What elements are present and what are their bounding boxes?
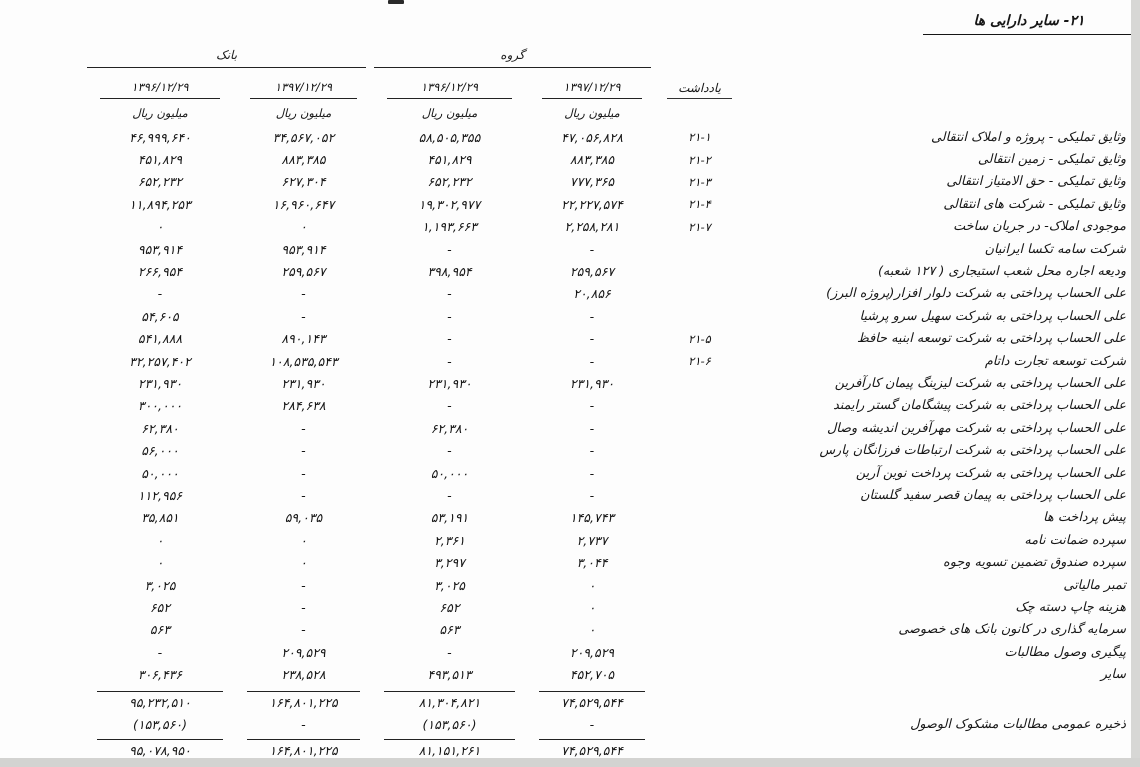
row-label: علی الحساب پرداختی به شرکت سهیل سرو پرشیا [859, 308, 1126, 324]
row-label: موجودی املاک- در جریان ساخت [953, 219, 1126, 235]
note-ref: ۲۱-۳ [688, 174, 711, 189]
bank-1397-value: - [301, 465, 306, 481]
group-1397-value: ۲۳۱,۹۳۰ [569, 375, 615, 391]
group-1397-value: ۲۲,۲۲۷,۵۷۴ [561, 196, 623, 212]
bank-1397-value: - [301, 420, 306, 436]
group-1397-value: ۲,۷۳۷ [576, 532, 608, 548]
bank-1397-provision: - [301, 716, 306, 732]
row-label: سایر [1100, 667, 1126, 683]
group-1396-value: ۳,۰۲۵ [434, 577, 465, 593]
row-label: شرکت سامه تکسا ایرانیان [984, 241, 1126, 257]
bank-1396-value: ۰ [156, 532, 164, 548]
date-label: ۱۳۹۷/۱۲/۲۹ [542, 80, 642, 99]
table-row [85, 551, 1134, 573]
group-1396-value: ۵۸,۵۰۵,۳۵۵ [418, 129, 481, 145]
bank-1397-value: ۰ [300, 555, 307, 571]
bank-1397-value: - [301, 622, 306, 638]
table-row [85, 238, 1134, 260]
group-1396-value: - [447, 353, 452, 369]
bank-1397-value: ۵۹,۰۳۵ [284, 510, 323, 526]
group-1397-value: ۰ [588, 577, 596, 593]
bank-1396-value: ۲۳۱,۹۳۰ [137, 375, 183, 391]
table-row [85, 372, 1134, 394]
row-label: هزینه چاپ دسته چک [1015, 599, 1126, 615]
group-1396-value: ۴۹۳,۵۱۳ [427, 667, 472, 683]
bank-1396-subtotal: ۹۵,۲۳۲,۵۱۰ [85, 691, 235, 710]
group-1396-total: ۸۱,۱۵۱,۲۶۱ [372, 739, 527, 764]
group-1397-value: - [589, 420, 595, 436]
group-1397-value: ۲۰,۸۵۶ [573, 286, 611, 302]
bank-1396-value: ۱۱۲,۹۵۶ [137, 487, 183, 503]
note-ref: ۲۱-۷ [688, 219, 711, 234]
column-group-header-row [85, 44, 1134, 68]
group-1396-value: ۵۰,۰۰۰ [430, 465, 469, 481]
group-1397-value: ۸۸۳,۳۸۵ [569, 152, 615, 168]
bank-1396-value: ۳,۰۲۵ [144, 577, 176, 593]
group-1396-value: ۱۹,۳۰۲,۹۷۷ [418, 196, 481, 212]
table-body [85, 126, 1134, 686]
bank-1396-value: ۵۴۱,۸۸۸ [137, 331, 183, 347]
subtotal-row [85, 686, 1134, 710]
bank-1397-total: ۱۶۴,۸۰۱,۲۲۵ [235, 739, 372, 764]
group-1397-value: ۷۷۷,۳۶۵ [569, 174, 615, 190]
table-row [85, 462, 1134, 484]
bank-1396-value: ۵۶۳ [149, 622, 171, 638]
provision-label: ذخیره عمومی مطالبات مشکوک الوصول [910, 716, 1126, 732]
bank-1396-value: ۶۵۲ [149, 599, 171, 615]
bank-1396-value: ۳۵,۸۵۱ [141, 510, 179, 526]
bank-1397-date-header [235, 80, 372, 99]
group-1397-value: - [589, 241, 595, 257]
group-1397-date-header [527, 80, 657, 99]
row-label: شرکت توسعه تجارت داتام [984, 353, 1126, 369]
row-label: علی الحساب پرداختی به شرکت دلوار افزار(پروژه البرز) [826, 286, 1126, 302]
table-row [85, 260, 1134, 282]
bank-1397-value: ۱۶,۹۶۰,۶۴۷ [272, 196, 335, 212]
row-label: سپرده ضمانت نامه [1024, 532, 1126, 548]
bank-1397-value: ۸۸۳,۳۸۵ [281, 152, 326, 168]
group-1396-date-header [372, 80, 527, 99]
row-label: تمبر مالیاتی [1063, 577, 1126, 593]
group-1396-value: ۶۵۲ [439, 599, 460, 615]
group-1397-value: - [589, 465, 595, 481]
section-title: ۲۱- سایر دارایی ها [923, 13, 1135, 35]
bank-1397-value: - [301, 487, 306, 503]
scan-artifact [388, 0, 404, 4]
bank-1396-value: ۳۰۶,۴۳۶ [137, 667, 183, 683]
unit-label: میلیون ریال [421, 105, 478, 120]
bank-1396-value: ۹۵۳,۹۱۴ [137, 241, 183, 257]
bank-1396-value: - [157, 286, 163, 302]
note-ref: ۲۱-۱ [688, 130, 711, 145]
bank-1396-value: ۰ [156, 219, 164, 235]
group-1396-value: - [447, 241, 452, 257]
bank-1397-value: - [301, 308, 306, 324]
unit-label: میلیون ریال [275, 105, 332, 120]
unit-label: میلیون ریال [564, 105, 620, 120]
group-1397-value: ۰ [588, 622, 596, 638]
group-1396-value: - [447, 644, 452, 660]
bank-1397-value: ۲۸۴,۶۳۸ [281, 398, 326, 414]
bank-1397-value: ۲۵۹,۵۶۷ [281, 264, 326, 280]
table-row [85, 283, 1134, 305]
provision-row [85, 710, 1134, 739]
table-row [85, 439, 1134, 461]
row-label: علی الحساب پرداختی به شرکت پرداخت نوین آرین [855, 465, 1126, 481]
bank-1396-value: ۵۴,۶۰۵ [141, 308, 179, 324]
bank-1396-value: ۳۲,۲۵۷,۴۰۲ [129, 353, 191, 369]
table-row [85, 529, 1134, 551]
bank-1397-subtotal: ۱۶۴,۸۰۱,۲۲۵ [235, 691, 372, 710]
group-1397-value: - [589, 308, 595, 324]
bank-1396-value: ۶۵۲,۲۳۲ [137, 174, 183, 190]
group-1396-value: - [447, 398, 452, 414]
table-row [85, 193, 1134, 215]
row-label: ودیعه اجاره محل شعب استیجاری ( ۱۲۷ شعبه) [877, 264, 1126, 280]
bank-1396-value: ۲۶۶,۹۵۴ [137, 264, 183, 280]
group-1397-value: ۲,۲۵۸,۲۸۱ [564, 219, 620, 235]
row-label: علی الحساب پرداختی به شرکت لیزینگ پیمان کارآفرین [834, 375, 1126, 391]
note-column-header [657, 81, 742, 99]
bank-1397-value: ۰ [300, 532, 307, 548]
group-1397-subtotal: ۷۴,۵۲۹,۵۴۴ [527, 691, 657, 710]
table-row [85, 395, 1134, 417]
group-1396-value: ۲۳۱,۹۳۰ [427, 375, 472, 391]
row-label: علی الحساب پرداختی به شرکت ارتباطات فرزانگان پارس [819, 443, 1126, 459]
note-ref: ۲۱-۲ [688, 152, 711, 167]
group-1397-value: - [589, 398, 595, 414]
bank-1397-value: ۲۰۹,۵۲۹ [281, 644, 326, 660]
group-1396-value: ۶۲,۳۸۰ [430, 420, 469, 436]
bank-1397-value: ۶۲۷,۳۰۴ [281, 174, 326, 190]
unit-header-row [85, 99, 1134, 126]
group-1397-value: - [589, 487, 595, 503]
group-1396-provision: (۱۵۳,۵۶۰) [422, 716, 477, 732]
bank-1397-value: ۹۵۳,۹۱۴ [281, 241, 326, 257]
group-1396-value: ۴۵۱,۸۲۹ [427, 152, 472, 168]
scan-edge-right [1131, 0, 1140, 767]
note-ref: ۲۱-۵ [688, 331, 711, 346]
row-label: علی الحساب پرداختی به شرکت پیشگامان گستر رایمند [833, 398, 1126, 414]
group-1396-value: - [447, 331, 452, 347]
bank-1396-provision: (۱۵۳,۵۶۰) [132, 716, 187, 732]
group-1396-value: - [447, 308, 452, 324]
group-1397-value: ۴۷,۰۵۶,۸۲۸ [561, 129, 623, 145]
table-row [85, 619, 1134, 641]
date-label: ۱۳۹۷/۱۲/۲۹ [250, 80, 357, 99]
group-1397-value: ۱۴۵,۷۴۳ [569, 510, 615, 526]
bank-1397-value: ۲۳۱,۹۳۰ [281, 375, 326, 391]
row-label: وثایق تملیکی - حق الامتیاز انتقالی [946, 174, 1126, 190]
bank-1397-value: ۲۳۸,۵۲۸ [281, 667, 326, 683]
group-1397-value: ۲۵۹,۵۶۷ [569, 264, 615, 280]
group-1397-value: ۴۵۲,۷۰۵ [569, 667, 615, 683]
row-label: علی الحساب پرداختی به پیمان قصر سفید گلستان [860, 487, 1126, 503]
table-row [85, 216, 1134, 238]
bank-1397-value: ۳۴,۵۶۷,۰۵۲ [272, 129, 335, 145]
bank-1397-value: ۸۹۰,۱۴۳ [281, 331, 326, 347]
bank-1397-value: - [301, 443, 306, 459]
group-1397-total: ۷۴,۵۲۹,۵۴۴ [527, 739, 657, 764]
note-header-label: یادداشت [667, 81, 732, 99]
bank-1396-value: ۵۰,۰۰۰ [141, 465, 179, 481]
group-1396-value: ۳۹۸,۹۵۴ [427, 264, 472, 280]
note-ref: ۲۱-۶ [688, 354, 711, 369]
table-row [85, 663, 1134, 685]
group-1396-value: ۵۶۳ [439, 622, 460, 638]
group-1397-value: ۲۰۹,۵۲۹ [569, 644, 615, 660]
group-1396-value: - [447, 286, 452, 302]
table-row [85, 574, 1134, 596]
table-row [85, 641, 1134, 663]
group-1397-value: - [589, 443, 595, 459]
bank-1396-total: ۹۵,۰۷۸,۹۵۰ [85, 739, 235, 764]
group-1396-subtotal: ۸۱,۳۰۴,۸۲۱ [372, 691, 527, 710]
scan-edge-bottom [0, 758, 1140, 767]
group-1396-value: ۳,۲۹۷ [434, 555, 465, 571]
row-label: سرمایه گذاری در کانون بانک های خصوصی [898, 622, 1126, 638]
row-label: پیش پرداخت ها [1043, 510, 1126, 526]
date-header-row [85, 68, 1134, 99]
bank-1396-date-header [85, 80, 235, 99]
row-label: وثایق تملیکی - زمین انتقالی [977, 152, 1126, 168]
bank-1396-value: ۰ [156, 555, 164, 571]
bank-1397-value: - [301, 286, 306, 302]
bank-1396-value: ۴۶,۹۹۹,۶۴۰ [129, 129, 191, 145]
group-1397-value: - [589, 353, 595, 369]
row-label: سپرده صندوق تضمین تسویه وجوه [943, 555, 1126, 571]
row-label: پیگیری وصول مطالبات [1004, 644, 1126, 660]
table-row [85, 350, 1134, 372]
table-row [85, 417, 1134, 439]
bank-1396-value: - [157, 644, 163, 660]
group-1396-value: - [447, 443, 452, 459]
bank-1396-value: ۶۲,۳۸۰ [141, 420, 179, 436]
bank-1397-value: ۰ [300, 219, 307, 235]
row-label: وثایق تملیکی - شرکت های انتقالی [943, 196, 1126, 212]
group-1396-value: ۵۳,۱۹۱ [430, 510, 469, 526]
other-assets-table [85, 44, 1134, 767]
table-row [85, 484, 1134, 506]
group-1396-value: ۲,۳۶۱ [434, 532, 465, 548]
table-row [85, 171, 1134, 193]
group-1397-provision: - [589, 716, 595, 732]
row-label: علی الحساب پرداختی به شرکت مهرآفرین اندیشه وصال [826, 420, 1126, 436]
table-row [85, 148, 1134, 170]
bank-1396-value: ۱۱,۸۹۴,۲۵۳ [129, 196, 191, 212]
date-label: ۱۳۹۶/۱۲/۲۹ [387, 80, 512, 99]
group-1397-value: ۳,۰۴۴ [576, 555, 608, 571]
unit-label: میلیون ریال [132, 105, 188, 120]
group-1397-value: ۰ [588, 599, 596, 615]
bank-1397-value: - [301, 577, 306, 593]
bank-1397-value: - [301, 599, 306, 615]
table-row [85, 507, 1134, 529]
group-1396-value: ۱,۱۹۳,۶۶۳ [422, 219, 477, 235]
table-row [85, 596, 1134, 618]
note-ref: ۲۱-۴ [688, 197, 711, 212]
group-1397-value: - [589, 331, 595, 347]
bank-1396-value: ۴۵۱,۸۲۹ [137, 152, 183, 168]
group-1396-value: - [447, 487, 452, 503]
group-1396-value: ۶۵۲,۲۳۲ [427, 174, 472, 190]
date-label: ۱۳۹۶/۱۲/۲۹ [100, 80, 220, 99]
row-label: علی الحساب پرداختی به شرکت توسعه ابنیه حافظ [857, 331, 1126, 347]
table-row [85, 305, 1134, 327]
bank-1396-value: ۳۰۰,۰۰۰ [137, 398, 183, 414]
row-label: وثایق تملیکی - پروژه و املاک انتقالی [931, 129, 1126, 145]
bank-1397-value: ۱۰۸,۵۳۵,۵۴۳ [269, 353, 338, 369]
table-row [85, 328, 1134, 350]
table-row [85, 126, 1134, 148]
bank-1396-value: ۵۶,۰۰۰ [141, 443, 179, 459]
group-column-group-label: گروه [374, 48, 651, 68]
bank-column-group-label: بانک [87, 48, 366, 68]
